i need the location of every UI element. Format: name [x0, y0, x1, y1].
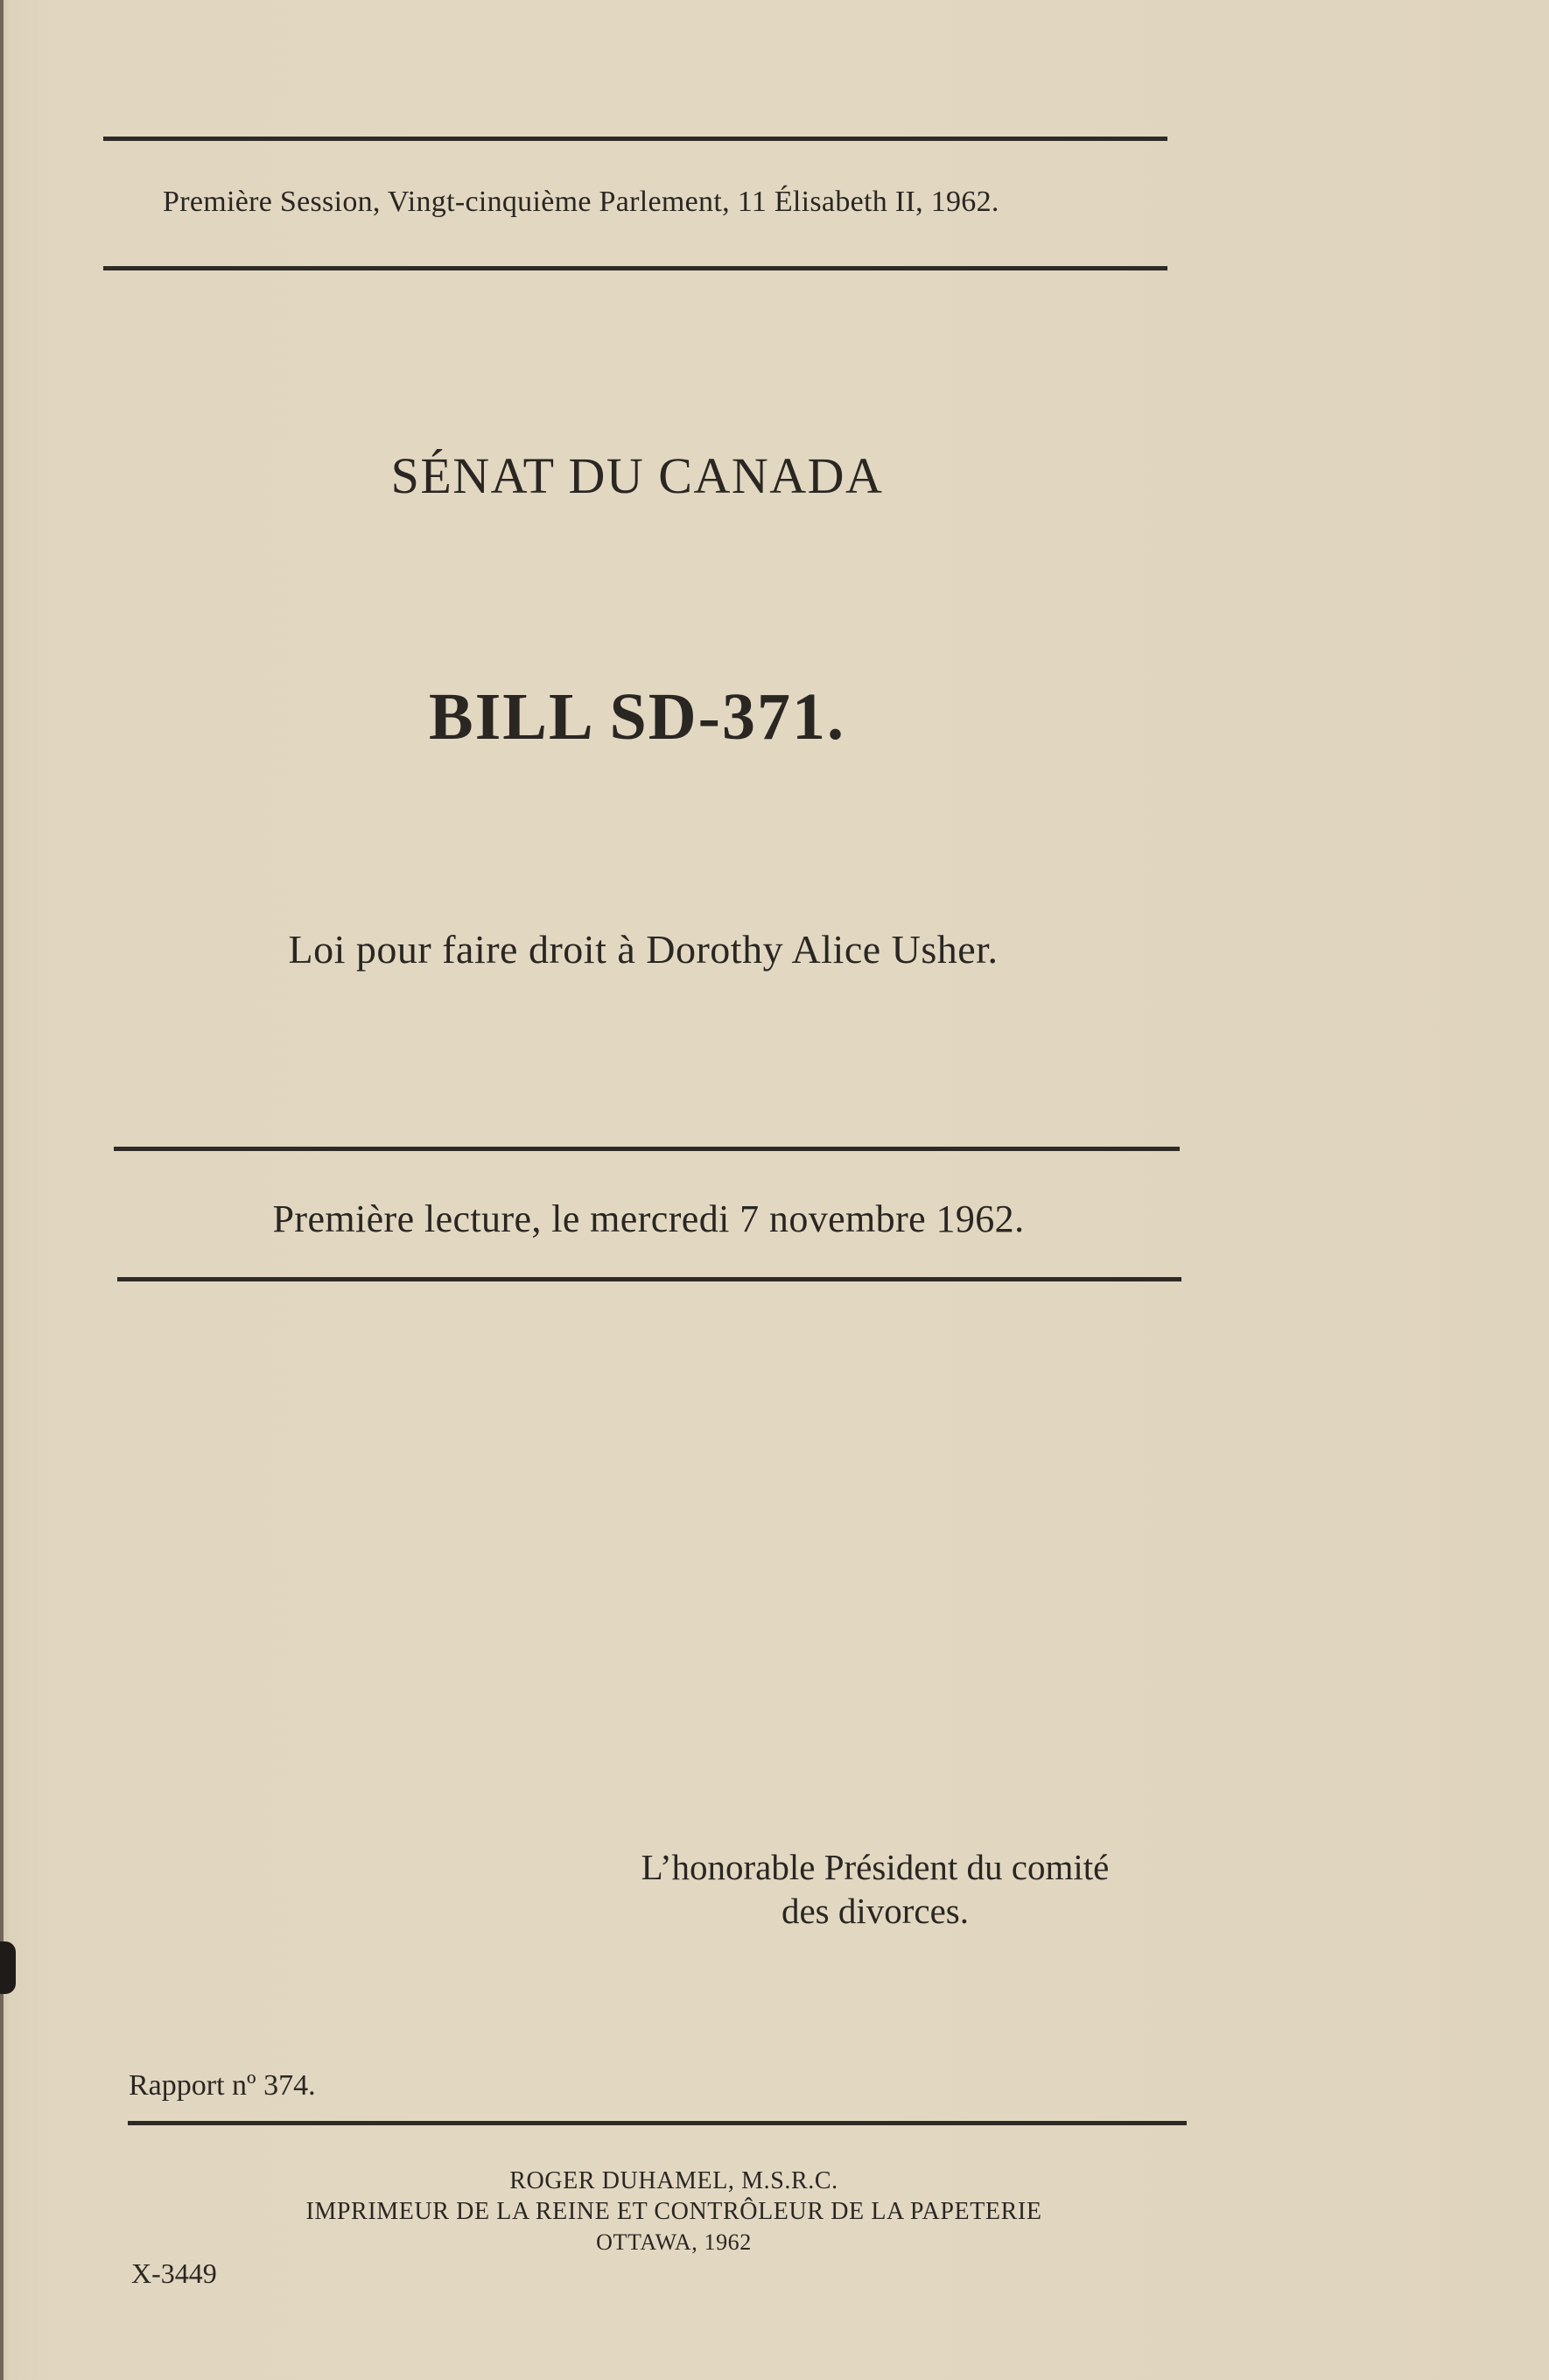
bill-number: BILL SD-371. [429, 680, 845, 754]
top-rule [103, 137, 1167, 141]
session-line: Première Session, Vingt-cinquième Parlement, 11 Élisabeth II, 1962. [163, 186, 999, 218]
printer-role: IMPRIMEUR DE LA REINE ET CONTRÔLEUR DE LA PAPETERIE [305, 2198, 1042, 2225]
printer-imprint [0, 2166, 1348, 2257]
sponsor-line-2: des divorces. [781, 1891, 970, 1931]
reading-top-rule [114, 1147, 1180, 1151]
first-reading-line: Première lecture, le mercredi 7 novembre 1962. [272, 1197, 1025, 1240]
sponsor-line-1: L’honorable Président du comité [641, 1847, 1110, 1887]
bill-title: Loi pour faire droit à Dorothy Alice Usher. [288, 927, 999, 972]
report-number: Rapport nº 374. [129, 2069, 316, 2102]
senate-heading: SÉNAT DU CANADA [390, 447, 884, 504]
header-bottom-rule [103, 266, 1167, 270]
sponsor-block [525, 1845, 1225, 1933]
printer-name: ROGER DUHAMEL, M.S.R.C. [509, 2167, 838, 2194]
reading-bottom-rule [117, 1277, 1181, 1281]
binding-edge [0, 0, 4, 2380]
printer-city: OTTAWA, 1962 [596, 2229, 752, 2255]
binding-mark [0, 1941, 16, 1994]
document-code: X-3449 [131, 2257, 217, 2289]
footer-rule [128, 2121, 1187, 2125]
